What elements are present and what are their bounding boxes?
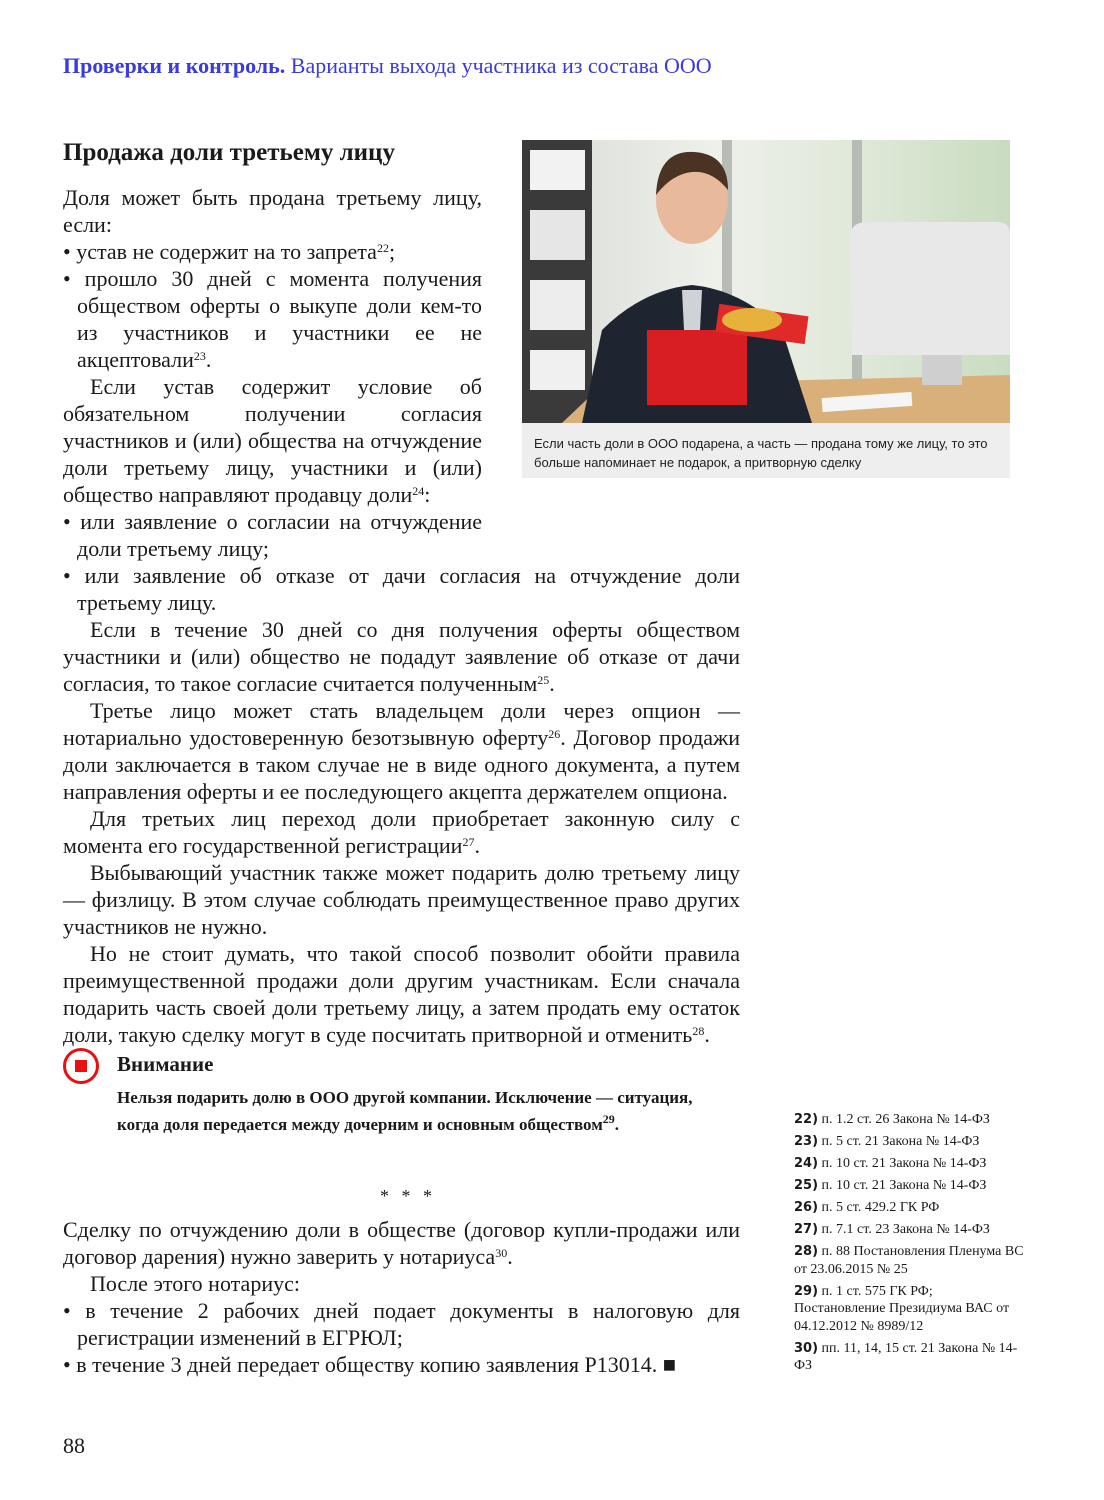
page-number: 88 xyxy=(63,1433,85,1458)
header-section: Проверки и контроль. xyxy=(63,53,286,78)
footnote: 26) п. 5 ст. 429.2 ГК РФ xyxy=(794,1200,940,1215)
article-body xyxy=(63,136,740,1048)
section-separator: * * * xyxy=(380,1186,436,1206)
warning-stop-icon xyxy=(63,1048,99,1084)
consent-option: • или заявление о согласии на отчуждение доли третьему лицу; xyxy=(63,509,483,561)
closing-section xyxy=(63,1216,740,1378)
footnote: 23) п. 5 ст. 21 Закона № 14-ФЗ xyxy=(794,1134,980,1149)
footnote: 25) п. 10 ст. 21 Закона № 14-ФЗ xyxy=(794,1178,987,1193)
running-header xyxy=(63,53,712,79)
condition-item: • устав не содержит на то запрета$^{22}$; xyxy=(63,239,396,264)
body-paragraph: Если в течение 30 дней со дня получения оферты обществом участники и (или) общество не подадут заявление об отказе от дачи согласия, то такое согласие считается полученным$^{25}$. xyxy=(63,617,740,696)
footnote: 27) п. 7.1 ст. 23 Закона № 14-ФЗ xyxy=(794,1222,990,1237)
body-paragraph: Третье лицо может стать владельцем доли через опцион — нотариально удостоверенную безотзывную оферту$^{26}$. Договор продажи доли заключается в таком случае не в виде одного документа, а путем направления оферты и ее последующего акцепта держателем опциона. xyxy=(63,698,741,804)
intro-paragraph: Доля может быть продана третьему лицу, если: xyxy=(63,185,482,237)
closing-paragraph: Сделку по отчуждению доли в обществе (договор купли-продажи или договор дарения) нужно заверить у нотариуса$^{30}$. xyxy=(63,1217,740,1269)
photo-caption: Если часть доли в ООО подарена, а часть — продана тому же лицу, то это больше напоминает не подарок, а притворную сделку xyxy=(522,423,1010,478)
attention-text: Нельзя подарить долю в ООО другой компании. Исключение — ситуация, когда доля передается между дочерним и основным обществом$^{29}$. xyxy=(117,1088,693,1134)
article-title: Продажа доли третьему лицу xyxy=(63,139,395,166)
closing-paragraph: После этого нотариус: xyxy=(90,1271,300,1296)
body-paragraph: Выбывающий участник также может подарить долю третьему лицу — физлицу. В этом случае соблюдать преимущественное право других участников не нужно. xyxy=(63,860,740,939)
condition-item: • прошло 30 дней с момента получения обществом оферты о выкупе доли кем-то из участников и участники ее не акцептовали$^{23}$. xyxy=(63,266,483,372)
footnote: 24) п. 10 ст. 21 Закона № 14-ФЗ xyxy=(794,1156,987,1171)
body-paragraph: Для третьих лиц переход доли приобретает законную силу с момента его государственной регистрации$^{27}$. xyxy=(63,806,740,858)
footnote: 29) п. 1 ст. 575 ГК РФ; Постановление Президиума ВАС от 04.12.2012 № 8989/12 xyxy=(794,1283,1010,1334)
body-paragraph: Но не стоит думать, что такой способ позволит обойти правила преимущественной продажи доли другим участникам. Если сначала подарить часть своей доли третьему лицу, а затем продать ему остаток доли, такую сделку могут в суде посчитать притворной и отменить$^{28}$. xyxy=(63,941,740,1047)
footnote: 30) пп. 11, 14, 15 ст. 21 Закона № 14-ФЗ xyxy=(794,1340,1018,1373)
notary-step: • в течение 2 рабочих дней подает документы в налоговую для регистрации изменений в ЕГРЮЛ; xyxy=(63,1298,741,1350)
footnote: 22) п. 1.2 ст. 26 Закона № 14-ФЗ xyxy=(794,1112,990,1127)
attention-title: Внимание xyxy=(117,1052,214,1076)
consent-paragraph: Если устав содержит условие об обязательном получении согласия участников и (или) общества на отчуждение доли третьему лицу, участники и (или) общество направляют продавцу доли$^{24}$: xyxy=(63,374,482,507)
header-subtitle: Варианты выхода участника из состава ООО xyxy=(285,53,712,78)
footnote: 28) п. 88 Постановления Пленума ВС от 23.06.2015 № 25 xyxy=(794,1244,1024,1277)
consent-option: • или заявление об отказе от дачи согласия на отчуждение доли третьему лицу. xyxy=(63,563,740,615)
footnotes xyxy=(794,1111,1024,1379)
monitor xyxy=(850,222,1010,355)
notary-step: • в течение 3 дней передает обществу копию заявления Р13014. ■ xyxy=(63,1352,677,1377)
